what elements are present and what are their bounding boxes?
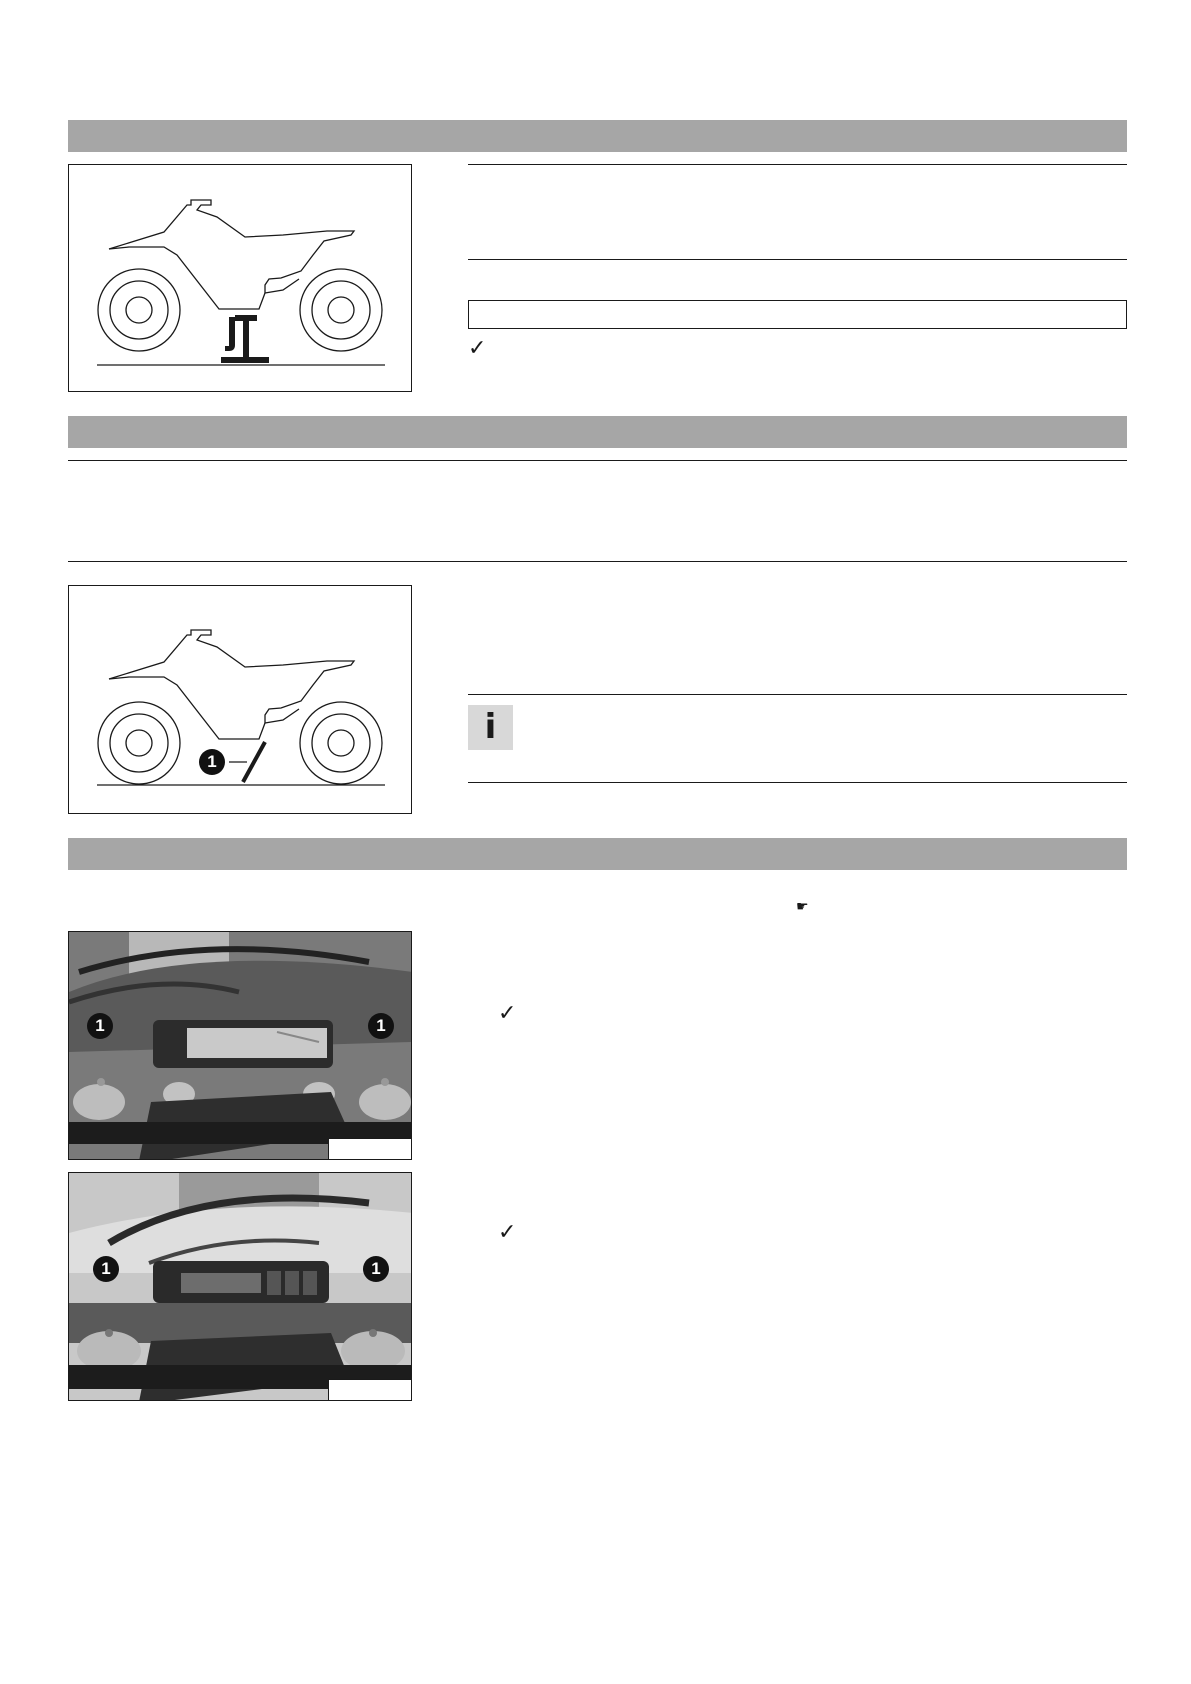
table-bottom-rule [468,259,1127,260]
dashboard-photo [69,1173,412,1401]
hand-pointer-icon: ☛ [796,899,809,915]
figure-dashboard-photo-2 [68,1172,412,1401]
info-icon [468,705,513,750]
condition-box [468,300,1127,329]
check-icon: ✓ [468,336,487,361]
figure-lift-stand [68,164,412,392]
section-header-2 [68,416,1127,448]
photo-label [328,1379,411,1400]
motorcycle-on-lift-stand-icon [69,165,412,392]
warning-top-rule [68,460,1127,461]
callout-1: 1 [199,749,225,775]
dashboard-photo [69,932,412,1160]
section-header-1 [68,120,1127,152]
callout-1-left: 1 [87,1013,113,1039]
note-bottom-rule [468,782,1127,783]
photo-label [328,1138,411,1159]
note-top-rule [468,694,1127,695]
check-icon: ✓ [498,1001,517,1026]
warning-bottom-rule [68,561,1127,562]
callout-1-left: 1 [93,1256,119,1282]
figure-dashboard-photo-1 [68,931,412,1160]
motorcycle-on-side-stand-icon [69,586,412,814]
table-top-rule [468,164,1127,165]
figure-side-stand [68,585,412,814]
section-header-3 [68,838,1127,870]
info-glyph: i [484,707,497,747]
check-icon: ✓ [498,1220,517,1245]
callout-1-right: 1 [368,1013,394,1039]
callout-1-right: 1 [363,1256,389,1282]
